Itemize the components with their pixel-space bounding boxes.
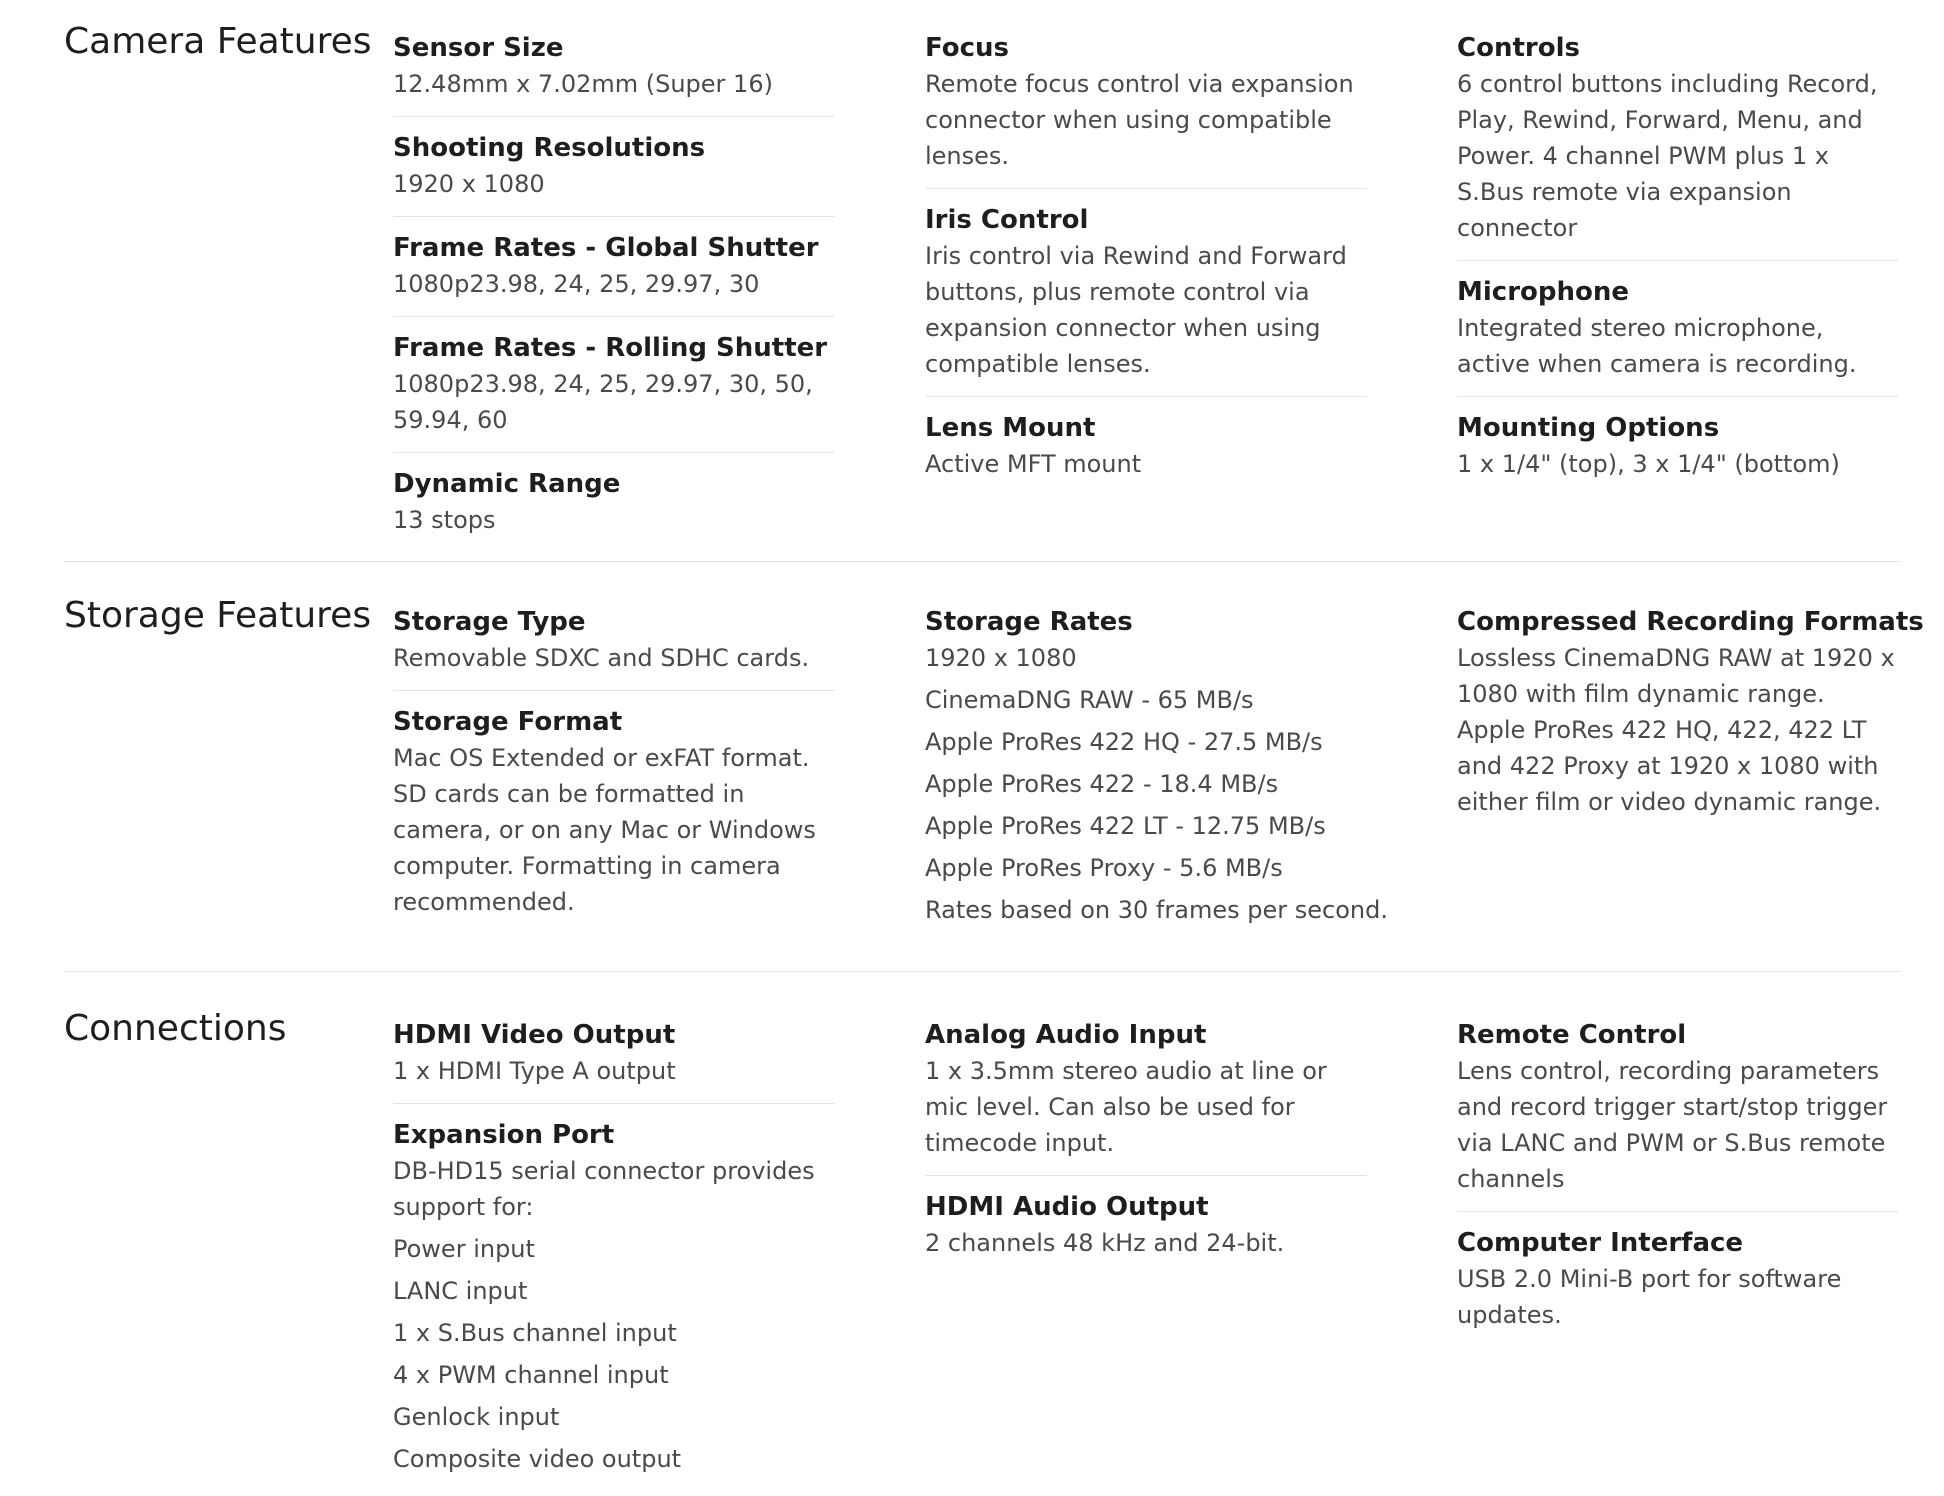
spec-value: Integrated stereo microphone, active when camera is recording. xyxy=(1457,314,1857,378)
spec-value: 13 stops xyxy=(393,506,496,534)
spec-label: Controls xyxy=(1457,33,1580,63)
section-storage-features xyxy=(64,592,1924,972)
spec-item-mounting-options xyxy=(1457,410,1899,482)
spec-line: Genlock input xyxy=(393,1403,560,1431)
spec-value: 1920 x 1080 xyxy=(393,170,545,198)
spec-line: Rates based on 30 frames per second. xyxy=(925,896,1388,924)
spec-item-frame-rates-rolling xyxy=(393,330,835,453)
spec-line: 1 x S.Bus channel input xyxy=(393,1319,677,1347)
spec-line: Power input xyxy=(393,1235,535,1263)
spec-value: DB-HD15 serial connector provides support for: xyxy=(393,1157,815,1221)
spec-value: Mac OS Extended or exFAT format. SD cards can be formatted in camera, or on any Mac or Windows computer. Formatting in camera recommended. xyxy=(393,744,816,916)
spec-column xyxy=(1457,30,1899,482)
spec-value: 2 channels 48 kHz and 24-bit. xyxy=(925,1229,1285,1257)
spec-value: USB 2.0 Mini-B port for software updates. xyxy=(1457,1265,1842,1329)
section-title: Storage Features xyxy=(64,595,372,636)
spec-line: Apple ProRes 422 LT - 12.75 MB/s xyxy=(925,812,1326,840)
spec-line: Apple ProRes 422 HQ - 27.5 MB/s xyxy=(925,728,1323,756)
section-title: Camera Features xyxy=(64,21,372,62)
spec-item-storage-format xyxy=(393,704,835,920)
spec-item-remote-control xyxy=(1457,1017,1899,1212)
spec-line: Apple ProRes 422 - 18.4 MB/s xyxy=(925,770,1279,798)
spec-label: HDMI Audio Output xyxy=(925,1192,1209,1222)
spec-column xyxy=(393,1017,835,1477)
spec-label: Frame Rates - Rolling Shutter xyxy=(393,333,828,363)
spec-column xyxy=(925,30,1367,482)
spec-line: 4 x PWM channel input xyxy=(393,1361,669,1389)
spec-label: Mounting Options xyxy=(1457,413,1720,443)
spec-item-microphone xyxy=(1457,274,1899,397)
spec-label: Dynamic Range xyxy=(393,469,621,499)
spec-value: Lossless CinemaDNG RAW at 1920 x 1080 with film dynamic range. Apple ProRes 422 HQ, 422, 422 LT and 422 Proxy at 1920 x 1080 with either film or video dynamic range. xyxy=(1457,644,1895,816)
spec-label: Shooting Resolutions xyxy=(393,133,706,163)
spec-column xyxy=(1457,1017,1899,1333)
spec-item-lens-mount xyxy=(925,410,1367,482)
spec-label: Storage Rates xyxy=(925,607,1133,637)
spec-item-analog-audio-input xyxy=(925,1017,1367,1176)
spec-value: Lens control, recording parameters and record trigger start/stop trigger via LANC and PWM or S.Bus remote channels xyxy=(1457,1057,1888,1193)
spec-value: 12.48mm x 7.02mm (Super 16) xyxy=(393,70,773,98)
spec-item-expansion-port xyxy=(393,1117,835,1477)
spec-label: Expansion Port xyxy=(393,1120,615,1150)
spec-value: 1 x HDMI Type A output xyxy=(393,1057,676,1085)
spec-column xyxy=(1457,604,1924,820)
spec-label: Storage Format xyxy=(393,707,623,737)
spec-line: CinemaDNG RAW - 65 MB/s xyxy=(925,686,1254,714)
spec-label: Iris Control xyxy=(925,205,1089,235)
spec-value: Remote focus control via expansion connector when using compatible lenses. xyxy=(925,70,1354,170)
spec-label: Storage Type xyxy=(393,607,586,637)
spec-item-sensor-size xyxy=(393,30,835,117)
spec-value: 1080p23.98, 24, 25, 29.97, 30, 50, 59.94, 60 xyxy=(393,370,813,434)
spec-column xyxy=(393,604,835,920)
spec-item-storage-type xyxy=(393,604,835,691)
spec-label: Remote Control xyxy=(1457,1020,1687,1050)
spec-label: Focus xyxy=(925,33,1009,63)
spec-value: Iris control via Rewind and Forward buttons, plus remote control via expansion connector when using compatible lenses. xyxy=(925,242,1347,378)
spec-label: Frame Rates - Global Shutter xyxy=(393,233,819,263)
spec-item-frame-rates-global xyxy=(393,230,835,317)
spec-line: Composite video output xyxy=(393,1445,682,1473)
spec-item-iris-control xyxy=(925,202,1367,397)
spec-item-compressed-recording-formats xyxy=(1457,604,1924,820)
spec-label: Analog Audio Input xyxy=(925,1020,1207,1050)
section-connections xyxy=(64,1005,1900,1485)
spec-label: Computer Interface xyxy=(1457,1228,1744,1258)
spec-item-shooting-resolutions xyxy=(393,130,835,217)
spec-item-hdmi-video-output xyxy=(393,1017,835,1104)
spec-item-storage-rates xyxy=(925,604,1388,928)
spec-label: Microphone xyxy=(1457,277,1630,307)
spec-value: 1 x 1/4" (top), 3 x 1/4" (bottom) xyxy=(1457,450,1840,478)
spec-label: HDMI Video Output xyxy=(393,1020,676,1050)
spec-value: Active MFT mount xyxy=(925,450,1142,478)
spec-column xyxy=(925,604,1388,928)
spec-item-controls xyxy=(1457,30,1899,261)
spec-value: 1080p23.98, 24, 25, 29.97, 30 xyxy=(393,270,760,298)
spec-label: Compressed Recording Formats xyxy=(1457,607,1924,637)
spec-item-hdmi-audio-output xyxy=(925,1189,1367,1261)
spec-line: LANC input xyxy=(393,1277,528,1305)
spec-column xyxy=(393,30,835,538)
spec-value: 6 control buttons including Record, Play, Rewind, Forward, Menu, and Power. 4 channel PWM plus 1 x S.Bus remote via expansion connector xyxy=(1457,70,1878,242)
spec-label: Sensor Size xyxy=(393,33,564,63)
spec-value: 1920 x 1080 xyxy=(925,644,1077,672)
spec-value: Removable SDXC and SDHC cards. xyxy=(393,644,810,672)
spec-column xyxy=(925,1017,1367,1261)
spec-item-focus xyxy=(925,30,1367,189)
section-camera-features xyxy=(64,18,1900,562)
section-title: Connections xyxy=(64,1008,287,1049)
spec-item-computer-interface xyxy=(1457,1225,1899,1333)
spec-value: 1 x 3.5mm stereo audio at line or mic level. Can also be used for timecode input. xyxy=(925,1057,1327,1157)
spec-label: Lens Mount xyxy=(925,413,1096,443)
spec-line: Apple ProRes Proxy - 5.6 MB/s xyxy=(925,854,1283,882)
spec-item-dynamic-range xyxy=(393,466,835,538)
